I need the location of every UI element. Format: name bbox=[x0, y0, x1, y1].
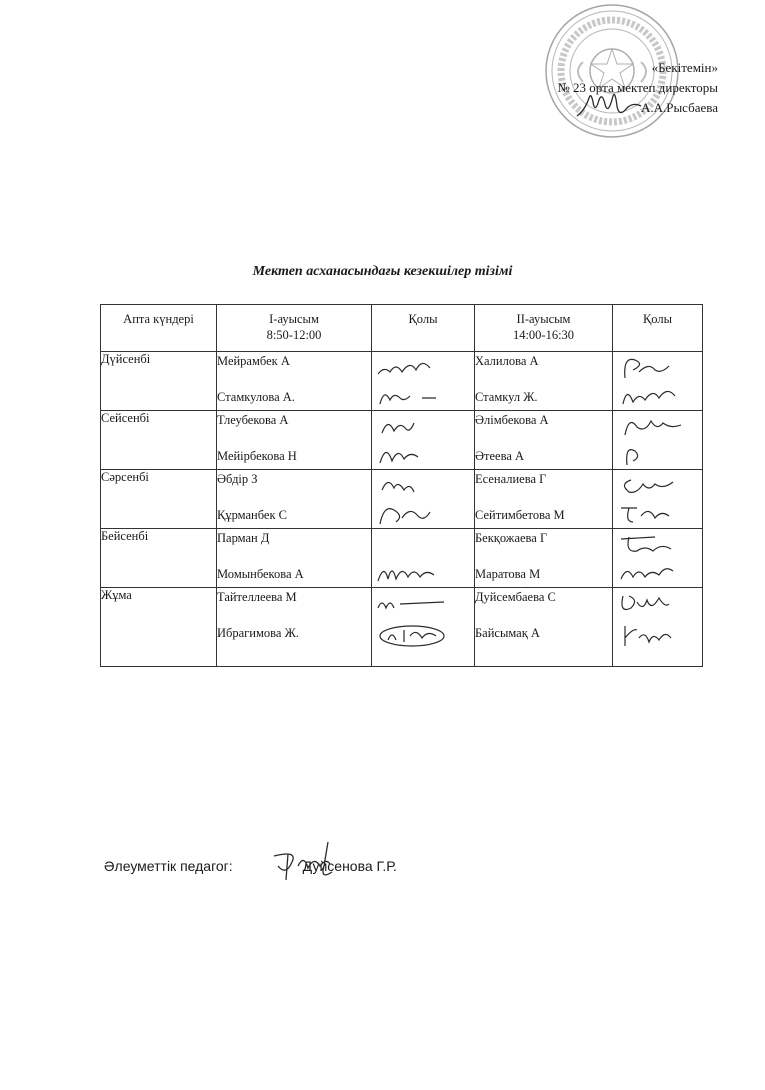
shift1-cell bbox=[217, 411, 372, 470]
header-shift2-time: 14:00-16:30 bbox=[512, 328, 575, 342]
student-name: Бекқожаева Г bbox=[475, 531, 548, 545]
header-sign2 bbox=[613, 305, 703, 352]
footer-name: Дуйсенова Г.Р. bbox=[302, 858, 397, 874]
signature-mark bbox=[374, 559, 462, 585]
table-header-row bbox=[101, 305, 703, 352]
approval-position: № 23 орта мектеп директоры bbox=[557, 80, 718, 95]
shift1-signature-cell bbox=[372, 470, 475, 529]
signature-mark bbox=[615, 590, 703, 616]
header-day bbox=[101, 305, 217, 352]
approval-director-name: А.А.Рысбаева bbox=[640, 100, 718, 115]
signature-mark bbox=[374, 382, 462, 408]
signature-mark bbox=[374, 441, 462, 467]
duty-table bbox=[100, 304, 703, 667]
signature-mark bbox=[374, 354, 462, 380]
day-cell: Жұма bbox=[101, 588, 217, 667]
signature-mark bbox=[374, 472, 462, 498]
footer-role: Әлеуметтік педагог: bbox=[104, 858, 233, 874]
student-name: Мейірбекова Н bbox=[217, 449, 297, 463]
day-cell: Сейсенбі bbox=[101, 411, 217, 470]
student-name: Парман Д bbox=[217, 531, 270, 545]
table-row bbox=[101, 529, 703, 588]
table-row bbox=[101, 411, 703, 470]
shift2-cell bbox=[475, 529, 613, 588]
student-name: Мейрамбек А bbox=[217, 354, 290, 368]
signature-mark bbox=[374, 590, 462, 616]
pedagogue-signature bbox=[268, 836, 350, 884]
signature-mark bbox=[615, 472, 703, 498]
table-row bbox=[101, 352, 703, 411]
student-name: Момынбекова А bbox=[217, 567, 304, 581]
table-row bbox=[101, 470, 703, 529]
shift1-signature-cell bbox=[372, 529, 475, 588]
document-title: Мектеп асханасындағы кезекшілер тізімі bbox=[252, 264, 513, 279]
shift1-signature-cell bbox=[372, 588, 475, 667]
header-shift2 bbox=[475, 305, 613, 352]
day-cell: Сәрсенбі bbox=[101, 470, 217, 529]
header-sign1 bbox=[372, 305, 475, 352]
approval-label: «Бекітемін» bbox=[651, 60, 718, 75]
shift1-cell bbox=[217, 529, 372, 588]
student-name: Тлеубекова А bbox=[217, 413, 289, 427]
signature-mark bbox=[374, 500, 462, 526]
student-name: Есеналиева Г bbox=[475, 472, 547, 486]
header-shift1-time: 8:50-12:00 bbox=[266, 328, 322, 342]
director-signature bbox=[575, 88, 645, 124]
shift2-signature-cell bbox=[613, 529, 703, 588]
footer bbox=[104, 858, 397, 874]
shift1-cell bbox=[217, 470, 372, 529]
shift1-cell bbox=[217, 352, 372, 411]
student-name: Дуйсембаева С bbox=[475, 590, 556, 604]
signature-mark bbox=[615, 441, 703, 467]
table-row bbox=[101, 588, 703, 667]
shift2-cell bbox=[475, 588, 613, 667]
student-name: Стамкул Ж. bbox=[475, 390, 538, 404]
student-name: Құрманбек С bbox=[217, 508, 287, 522]
signature-mark bbox=[615, 500, 703, 526]
student-name: Маратова М bbox=[475, 567, 541, 581]
shift2-cell bbox=[475, 411, 613, 470]
header-sign2-label: Қолы bbox=[642, 312, 673, 326]
signature-mark bbox=[374, 622, 462, 648]
student-name: Тайтеллеева М bbox=[217, 590, 297, 604]
shift2-cell bbox=[475, 470, 613, 529]
shift1-signature-cell bbox=[372, 411, 475, 470]
student-name: Стамкулова А. bbox=[217, 390, 295, 404]
student-name: Әтеева А bbox=[475, 449, 525, 463]
signature-mark bbox=[615, 622, 703, 648]
header-shift1-label: I-ауысым bbox=[269, 312, 319, 326]
shift2-signature-cell bbox=[613, 470, 703, 529]
signature-mark bbox=[615, 413, 703, 439]
student-name: Әбдір З bbox=[217, 472, 258, 486]
student-name: Халилова А bbox=[475, 354, 539, 368]
signature-mark bbox=[615, 354, 703, 380]
header-shift1 bbox=[217, 305, 372, 352]
header-day-label: Апта күндері bbox=[123, 312, 194, 326]
student-name: Ибрагимова Ж. bbox=[217, 626, 299, 640]
student-name: Әлімбекова А bbox=[475, 413, 549, 427]
signature-mark bbox=[615, 531, 703, 557]
shift2-signature-cell bbox=[613, 588, 703, 667]
signature-mark bbox=[615, 559, 703, 585]
day-cell: Дүйсенбі bbox=[101, 352, 217, 411]
header-shift2-label: II-ауысым bbox=[516, 312, 571, 326]
shift2-signature-cell bbox=[613, 352, 703, 411]
student-name: Байсымақ А bbox=[475, 626, 540, 640]
shift1-cell bbox=[217, 588, 372, 667]
header-sign1-label: Қолы bbox=[408, 312, 438, 326]
signature-mark bbox=[615, 382, 703, 408]
shift1-signature-cell bbox=[372, 352, 475, 411]
signature-mark bbox=[374, 413, 462, 439]
student-name: Сейтимбетова М bbox=[475, 508, 565, 522]
day-cell: Бейсенбі bbox=[101, 529, 217, 588]
shift2-cell bbox=[475, 352, 613, 411]
shift2-signature-cell bbox=[613, 411, 703, 470]
